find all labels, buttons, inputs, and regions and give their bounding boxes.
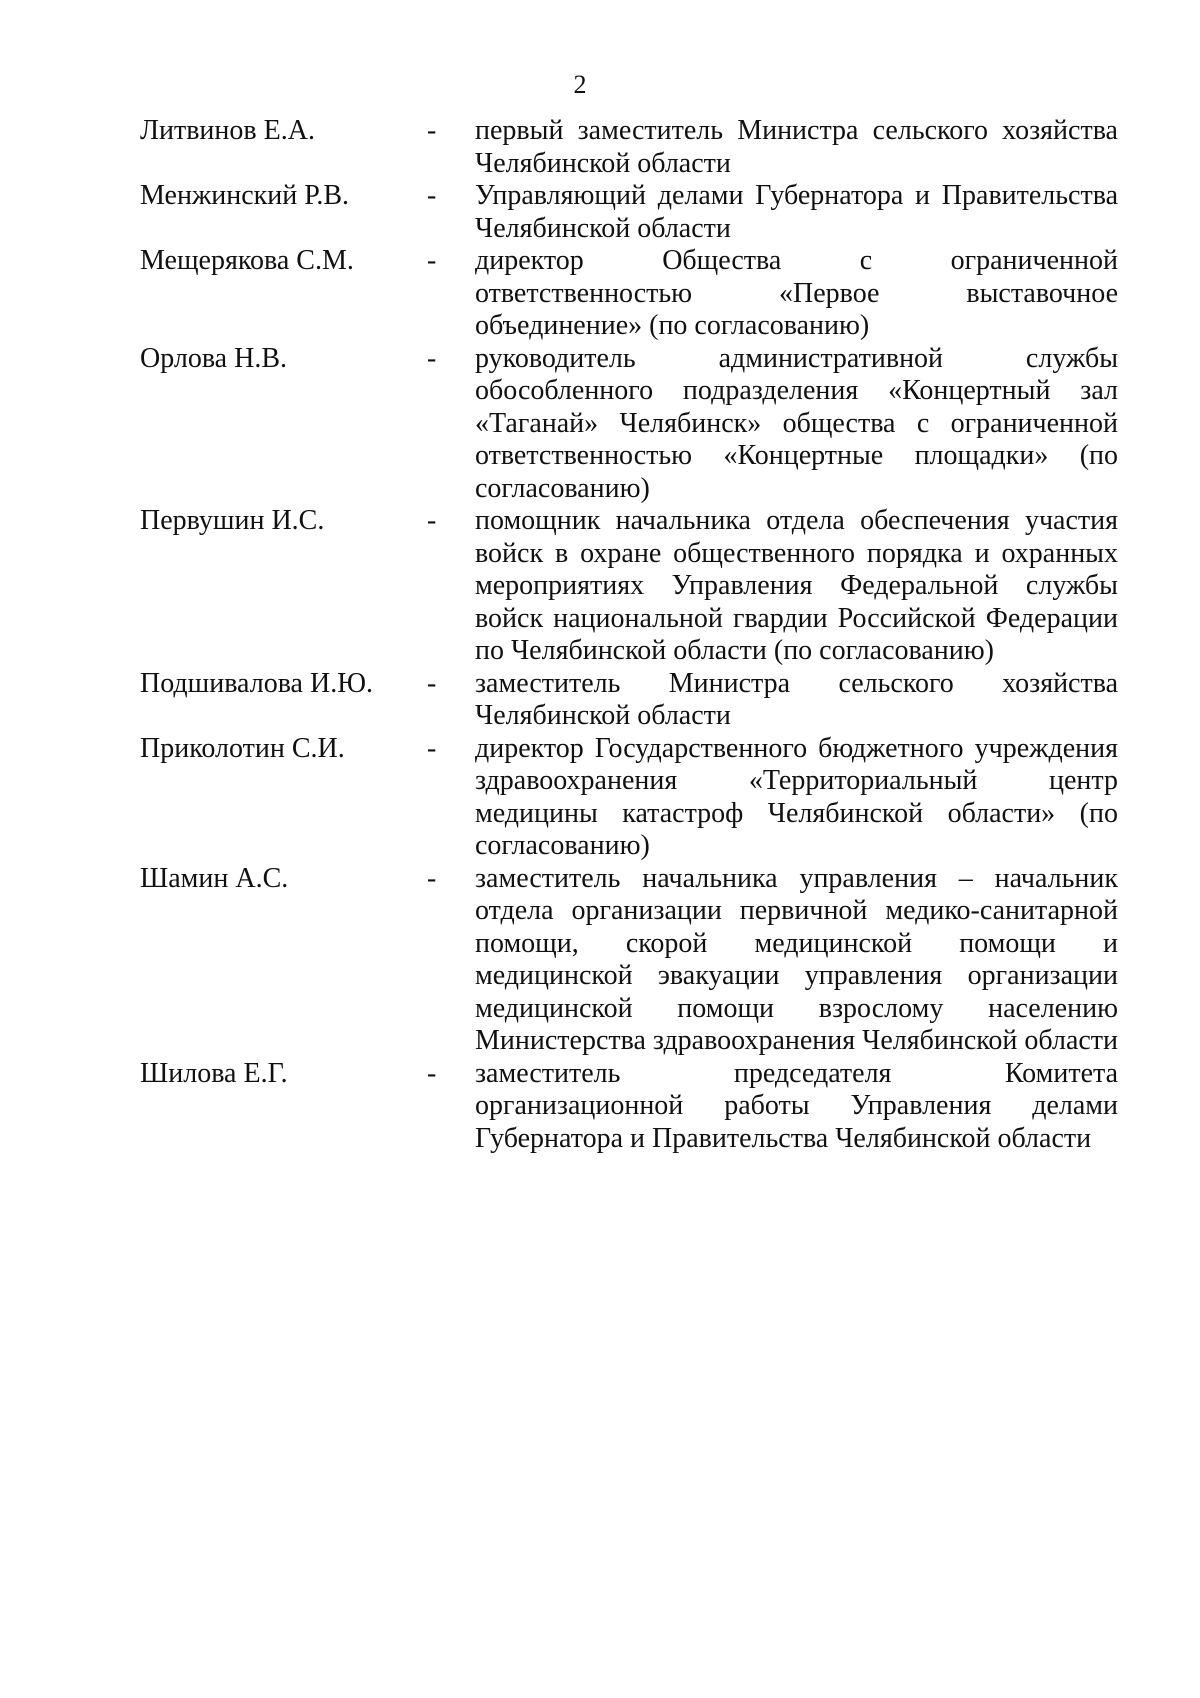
dash-separator: -	[427, 1057, 437, 1089]
list-item	[140, 733, 1120, 863]
dash-separator: -	[427, 115, 437, 146]
dash-separator: -	[427, 667, 437, 699]
member-name: Шилова Е.Г.	[140, 1057, 288, 1089]
list-item	[140, 115, 1120, 180]
list-item	[140, 505, 1120, 668]
member-position: первый заместитель Министра сельского хозяйства Челябинской области	[475, 115, 1118, 179]
member-name: Орлова Н.В.	[140, 342, 287, 374]
member-name: Приколотин С.И.	[140, 732, 345, 764]
member-position: заместитель председателя Комитета организационной работы Управления делами Губернатора и Правительства Челябинской области	[475, 1057, 1118, 1154]
dash-separator: -	[427, 732, 437, 764]
list-item	[140, 343, 1120, 506]
dash-separator: -	[427, 245, 437, 276]
page-number: 2	[573, 70, 587, 99]
list-item	[140, 180, 1120, 245]
member-name: Первушин И.С.	[140, 505, 325, 536]
member-list	[140, 115, 1120, 1155]
member-name: Мещерякова С.М.	[140, 245, 354, 276]
dash-separator: -	[427, 180, 437, 211]
member-name: Шамин А.С.	[140, 862, 289, 894]
member-position: директор Государственного бюджетного учреждения здравоохранения «Территориальный центр медицины катастроф Челябинской области» (по согласованию)	[475, 732, 1118, 861]
list-item	[140, 1058, 1120, 1156]
list-item	[140, 863, 1120, 1058]
list-item	[140, 245, 1120, 343]
member-name: Литвинов Е.А.	[140, 115, 315, 146]
member-position: директор Общества с ограниченной ответственностью «Первое выставочное объединение» (по согласованию)	[475, 245, 1118, 341]
dash-separator: -	[427, 505, 437, 536]
dash-separator: -	[427, 862, 437, 894]
member-name: Менжинский Р.В.	[140, 180, 350, 211]
member-position: помощник начальника отдела обеспечения участия войск в охране общественного порядка и охранных мероприятиях Управления Федеральной службы войск национальной гвардии Российской Федерации по Челябинской области (по согласованию)	[475, 505, 1118, 666]
member-position: заместитель Министра сельского хозяйства Челябинской области	[475, 667, 1118, 731]
dash-separator: -	[427, 342, 437, 374]
member-position: Управляющий делами Губернатора и Правительства Челябинской области	[475, 180, 1118, 244]
list-item	[140, 668, 1120, 733]
member-position: заместитель начальника управления – начальник отдела организации первичной медико-санитарной помощи, скорой медицинской помощи и медицинской эвакуации управления организации медицинской помощи взрослому населению Министерства здравоохранения Челябинской области	[475, 862, 1119, 1056]
member-name: Подшивалова И.Ю.	[140, 667, 373, 699]
member-position: руководитель административной службы обособленного подразделения «Концертный зал «Таганай» Челябинск» общества с ограниченной ответственностью «Концертные площадки» (по согласованию)	[475, 342, 1118, 504]
